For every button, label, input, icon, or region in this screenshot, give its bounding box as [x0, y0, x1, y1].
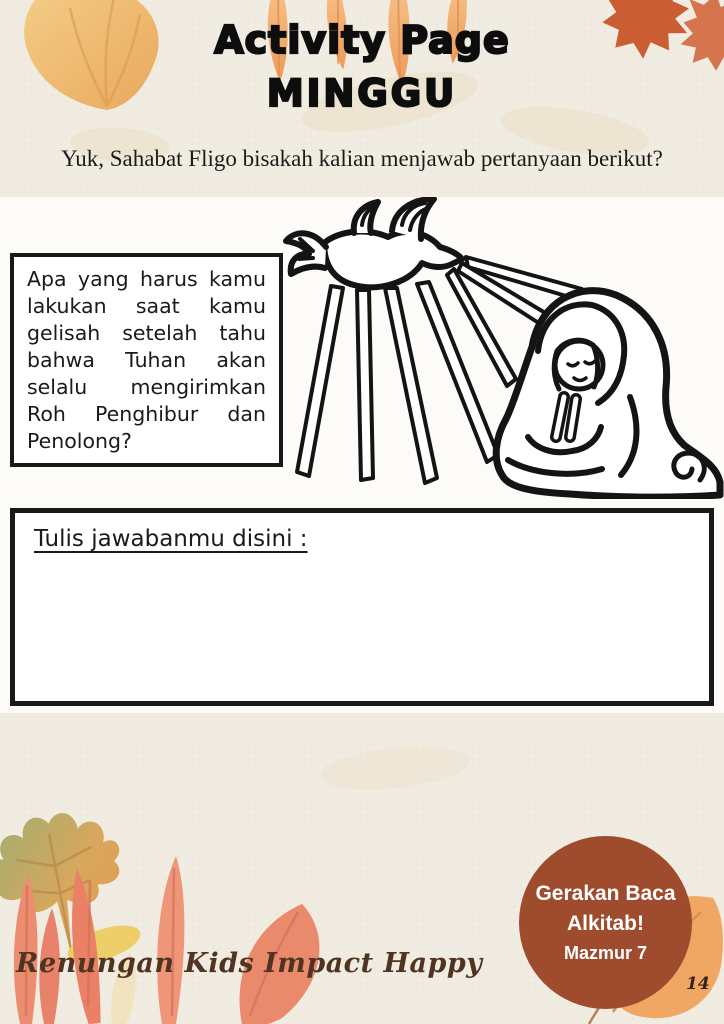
badge-line-2: Alkitab! [566, 911, 644, 935]
question-box [10, 253, 283, 467]
answer-label: Tulis jawabanmu disini : [34, 526, 308, 552]
page-number: 14 [686, 974, 710, 994]
page-subtitle: MINGGU [266, 72, 458, 115]
footer-brand: Renungan Kids Impact Happy [16, 948, 483, 979]
dove-praying-woman-illustration [280, 197, 724, 499]
page-title: Activity Page [214, 18, 510, 62]
answer-box[interactable] [10, 508, 714, 706]
prompt-text: Yuk, Sahabat Fligo bisakah kalian menjawab pertanyaan berikut? [61, 146, 663, 171]
badge-line-1: Gerakan Baca [535, 881, 676, 905]
salmon-leaves-icon [0, 856, 392, 1024]
worksheet-area [0, 197, 724, 713]
bible-reading-badge [519, 836, 692, 1009]
question-text: Apa yang harus kamu lakukan saat kamu gelisah setelah tahu bahwa Tuhan akan selalu mengirimkan Roh Penghibur dan Penolong? [27, 267, 266, 453]
badge-line-3: Mazmur 7 [563, 942, 648, 963]
ghost-leaf-shape [318, 740, 471, 795]
